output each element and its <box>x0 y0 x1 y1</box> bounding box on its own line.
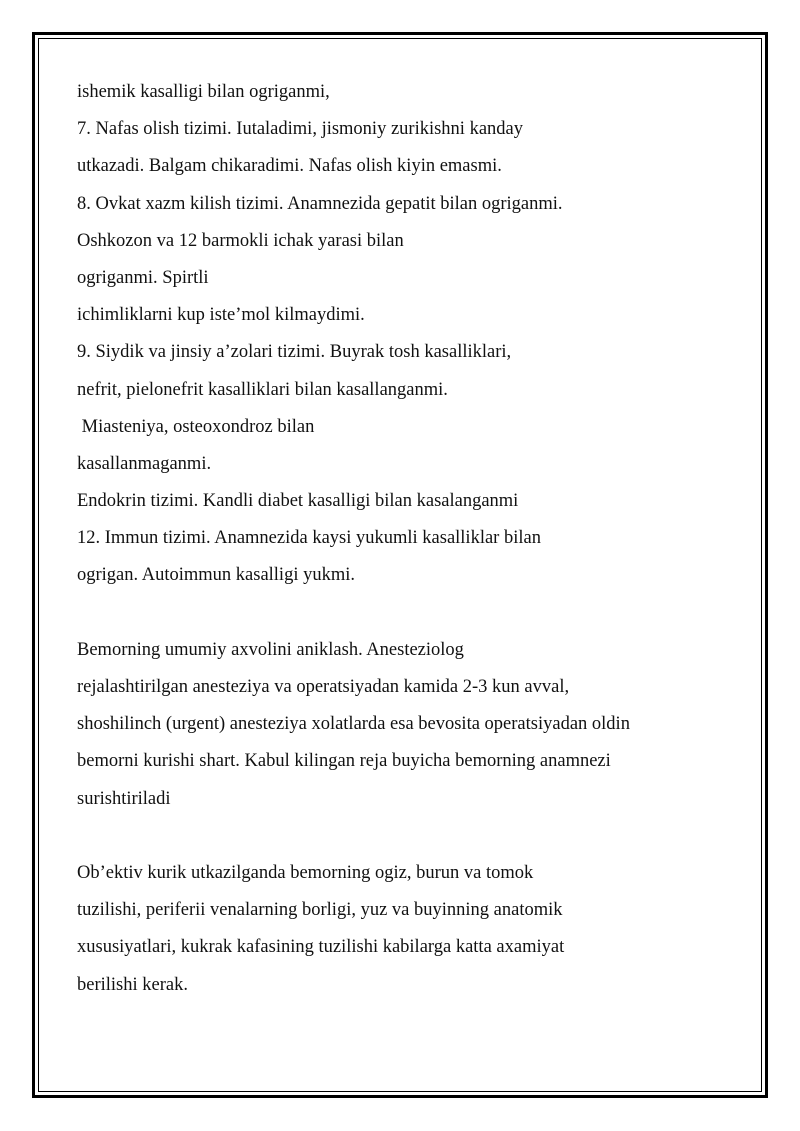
text-line: berilishi kerak. <box>77 974 188 995</box>
text-line: rejalashtirilgan anesteziya va operatsiyadan kamida 2-3 kun avval, <box>77 677 570 697</box>
text-line: ogriganmi. Spirtli <box>77 267 209 288</box>
text-line: ishemik kasalligi bilan ogriganmi, <box>77 82 330 102</box>
text-line: nefrit, pielonefrit kasalliklari bilan kasallanganmi. <box>77 379 448 400</box>
text-line: 8. Ovkat xazm kilish tizimi. Anamnezida gepatit bilan ogriganmi. <box>77 193 563 214</box>
text-line: Bemorning umumiy axvolini aniklash. Anesteziolog <box>77 639 464 660</box>
text-line: Oshkozon va 12 barmokli ichak yarasi bilan <box>77 230 404 251</box>
text-line: Miasteniya, osteoxondroz bilan <box>77 416 315 437</box>
text-line: Ob’ektiv kurik utkazilganda bemorning ogiz, burun va tomok <box>77 862 534 883</box>
text-line: xususiyatlari, kukrak kafasining tuzilishi kabilarga katta axamiyat <box>77 937 565 958</box>
text-line: ogrigan. Autoimmun kasalligi yukmi. <box>77 565 355 586</box>
paragraph-anamnesis-systems <box>77 74 737 595</box>
text-line: kasallanmaganmi. <box>77 453 212 474</box>
text-line: tuzilishi, periferii venalarning borligi, yuz va buyinning anatomik <box>77 900 563 921</box>
paragraph-gap <box>77 818 737 855</box>
text-line: shoshilinch (urgent) anesteziya xolatlarda esa bevosita operatsiyadan oldin <box>77 714 630 735</box>
text-line: 12. Immun tizimi. Anamnezida kaysi yukumli kasalliklar bilan <box>77 528 541 549</box>
text-line: surishtiriladi <box>77 788 171 809</box>
text-line: utkazadi. Balgam chikaradimi. Nafas olish kiyin emasmi. <box>77 156 502 177</box>
paragraph-general-condition <box>77 632 737 818</box>
text-line: bemorni kurishi shart. Kabul kilingan reja buyicha bemorning anamnezi <box>77 751 611 772</box>
text-line: ichimliklarni kup iste’mol kilmaydimi. <box>77 305 365 326</box>
paragraph-gap <box>77 595 737 632</box>
text-line: Endokrin tizimi. Kandli diabet kasalligi bilan kasalanganmi <box>77 491 519 512</box>
text-line: 7. Nafas olish tizimi. Iutaladimi, jismoniy zurikishni kanday <box>77 119 523 140</box>
document-body <box>77 74 737 1004</box>
text-line: 9. Siydik va jinsiy a’zolari tizimi. Buyrak tosh kasalliklari, <box>77 342 512 363</box>
paragraph-objective-exam <box>77 855 737 1004</box>
